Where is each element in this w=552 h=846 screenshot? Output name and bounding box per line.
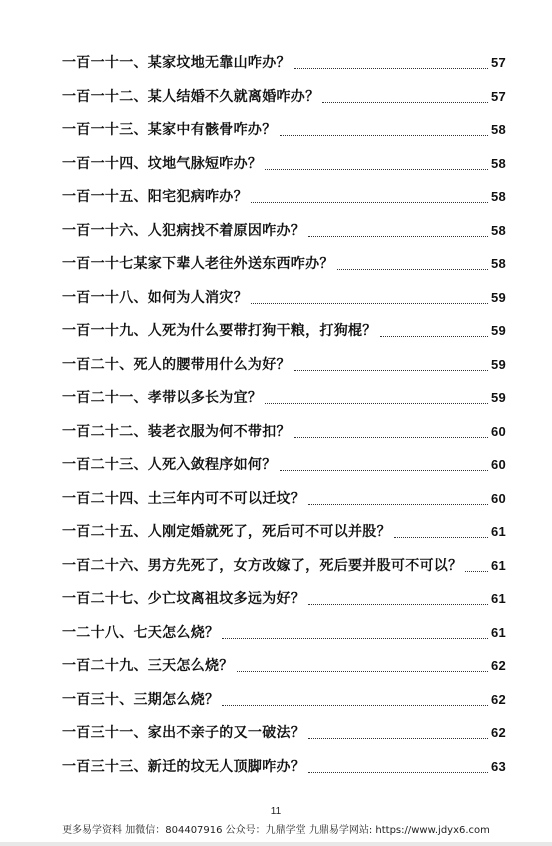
toc-dot-leader <box>294 370 488 371</box>
toc-entry-title: 一百二十二、装老衣服为何不带扣？ <box>62 423 291 440</box>
toc-entry <box>62 46 506 80</box>
footer-bar <box>0 842 552 846</box>
toc-entry <box>62 515 506 549</box>
toc-entry-page: 63 <box>490 758 506 774</box>
toc-dot-leader <box>251 202 488 203</box>
toc-entry-title: 一百一十七某家下辈人老往外送东西咋办？ <box>62 256 334 272</box>
toc-entry-page: 59 <box>490 390 506 405</box>
toc-entry-title: 一百一十六、人犯病找不着原因咋办？ <box>62 222 306 239</box>
toc-dot-leader <box>237 671 488 672</box>
toc-entry-page: 59 <box>490 323 506 338</box>
toc-entry-page: 57 <box>490 55 506 70</box>
toc-entry <box>62 214 506 248</box>
toc-entry-page: 59 <box>490 356 506 372</box>
toc-entry-title: 一百二十三、人死入敛程序如何？ <box>62 457 277 473</box>
toc-entry <box>62 348 506 382</box>
toc-entry <box>62 381 506 415</box>
toc-entry-page: 58 <box>490 122 506 137</box>
toc-entry <box>62 683 506 717</box>
toc-entry-title: 一二十八、七天怎么烧？ <box>62 624 220 641</box>
toc-dot-leader <box>294 68 488 69</box>
toc-dot-leader <box>265 169 488 170</box>
footer-watermark: 更多易学资料 加微信：804407916 公众号：九鼎学堂 九鼎易学网站: https://www.jdyx6.com <box>62 825 490 836</box>
toc-entry <box>62 716 506 750</box>
toc-entry-page: 60 <box>490 457 506 472</box>
toc-entry <box>62 616 506 650</box>
toc-entry <box>62 448 506 482</box>
toc-entry-page: 58 <box>490 222 506 238</box>
toc-dot-leader <box>294 437 488 438</box>
toc-dot-leader <box>222 638 488 639</box>
toc-entry-page: 61 <box>490 524 506 539</box>
toc-entry-page: 58 <box>490 256 506 271</box>
toc-dot-leader <box>222 705 488 706</box>
toc-dot-leader <box>308 504 488 505</box>
toc-dot-leader <box>322 102 488 103</box>
toc-entry <box>62 415 506 449</box>
toc-entry <box>62 147 506 181</box>
toc-entry-title: 一百二十一、孝带以多长为宜？ <box>62 390 263 406</box>
toc-dot-leader <box>308 738 488 739</box>
toc-entry-title: 一百一十二、某人结婚不久就离婚咋办？ <box>62 88 320 105</box>
toc-entry-page: 60 <box>490 490 506 506</box>
toc-entry-title: 一百三十一、家出不亲子的又一破法？ <box>62 725 306 741</box>
toc-entry-title: 一百三十三、新迁的坟无人顶脚咋办？ <box>62 758 306 775</box>
toc-entry-title: 一百一十八、如何为人消灾？ <box>62 289 248 306</box>
toc-entry-page: 60 <box>490 423 506 439</box>
toc-entry-page: 62 <box>490 658 506 673</box>
toc-dot-leader <box>337 269 488 270</box>
toc-dot-leader <box>251 303 488 304</box>
toc-dot-leader <box>280 135 488 136</box>
toc-entry-title: 一百二十七、少亡坟离祖坟多远为好？ <box>62 591 306 607</box>
toc-entry-title: 一百三十、三期怎么烧？ <box>62 691 220 708</box>
toc-entry <box>62 549 506 583</box>
toc-entry-page: 58 <box>490 189 506 204</box>
toc-entry <box>62 582 506 616</box>
toc-entry <box>62 649 506 683</box>
toc-entry-page: 59 <box>490 289 506 305</box>
toc-entry-page: 61 <box>490 557 506 573</box>
toc-dot-leader <box>280 470 488 471</box>
toc-entry-page: 57 <box>490 88 506 104</box>
toc-entry-title: 一百一十五、阳宅犯病咋办？ <box>62 189 248 205</box>
toc-dot-leader <box>308 604 488 605</box>
page-number: 11 <box>270 806 282 817</box>
toc-dot-leader <box>308 236 488 237</box>
toc-entry <box>62 314 506 348</box>
toc-dot-leader <box>465 571 488 572</box>
toc-entry <box>62 750 506 784</box>
toc-entry-page: 61 <box>490 591 506 606</box>
toc-entry-title: 一百一十四、坟地气脉短咋办？ <box>62 155 263 172</box>
toc-dot-leader <box>394 537 488 538</box>
toc-dot-leader <box>308 772 488 773</box>
table-of-contents <box>62 46 506 783</box>
toc-dot-leader <box>265 403 488 404</box>
toc-entry <box>62 180 506 214</box>
toc-entry-title: 一百二十九、三天怎么烧？ <box>62 658 234 674</box>
toc-entry <box>62 80 506 114</box>
toc-entry-page: 61 <box>490 624 506 640</box>
toc-entry <box>62 113 506 147</box>
toc-entry-page: 62 <box>490 725 506 740</box>
toc-entry-title: 一百二十五、人刚定婚就死了，死后可不可以并股？ <box>62 524 391 540</box>
toc-entry-page: 62 <box>490 691 506 707</box>
toc-entry-title: 一百一十三、某家中有骸骨咋办？ <box>62 122 277 138</box>
toc-dot-leader <box>380 336 488 337</box>
toc-entry-title: 一百一十一、某家坟地无靠山咋办？ <box>62 55 291 71</box>
toc-entry <box>62 482 506 516</box>
toc-entry-title: 一百二十、死人的腰带用什么为好？ <box>62 356 291 373</box>
toc-entry <box>62 247 506 281</box>
toc-entry-title: 一百二十四、土三年内可不可以迁坟？ <box>62 490 306 507</box>
toc-entry-title: 一百二十六、男方先死了，女方改嫁了，死后要并股可不可以？ <box>62 557 463 574</box>
toc-entry-title: 一百一十九、人死为什么要带打狗干粮，打狗棍？ <box>62 323 377 339</box>
toc-entry-page: 58 <box>490 155 506 171</box>
toc-entry <box>62 281 506 315</box>
